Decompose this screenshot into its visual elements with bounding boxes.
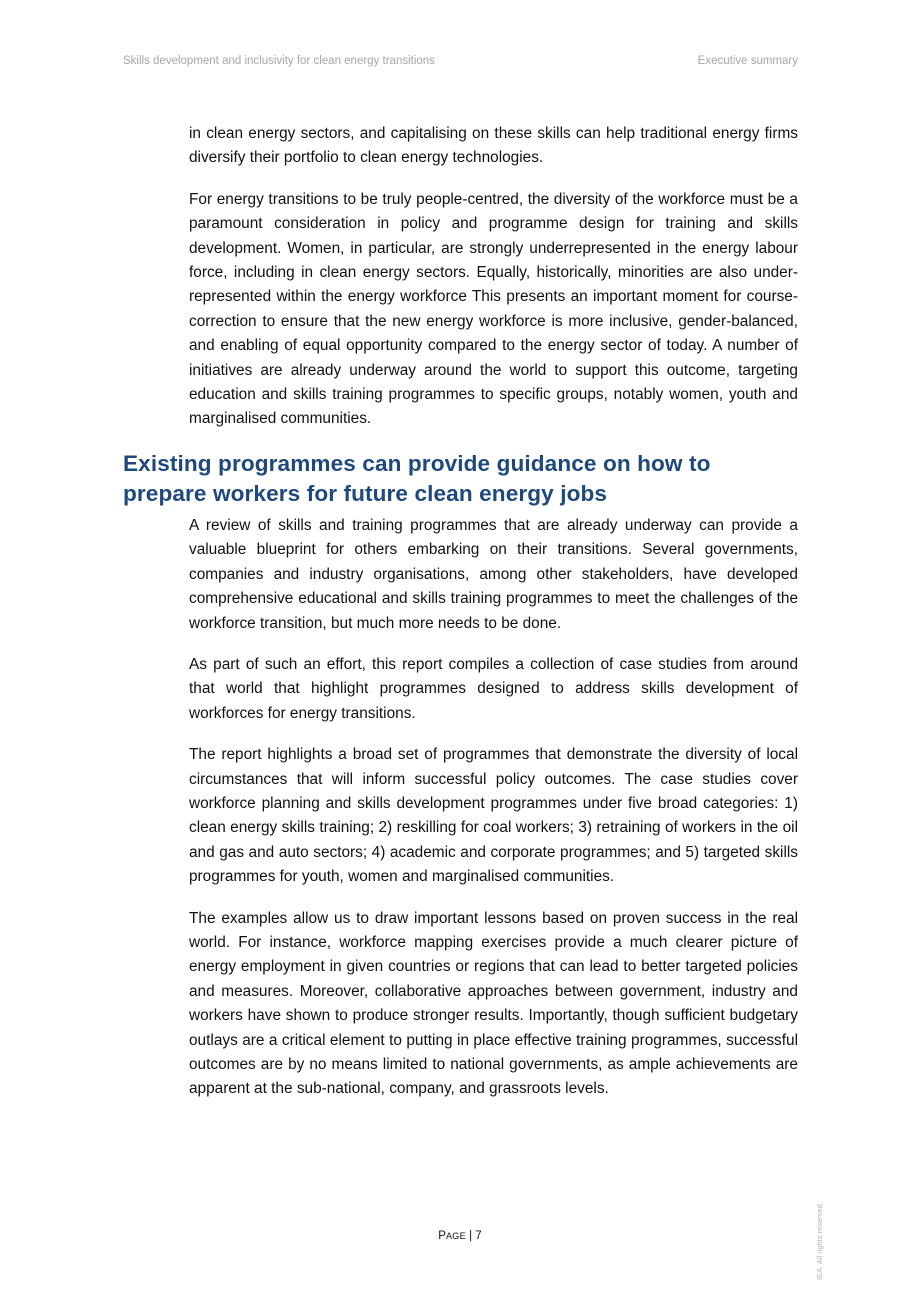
body-paragraph: The report highlights a broad set of programmes that demonstrate the diversity of local circumstances that will inform successful policy outcomes. The case studies cover workforce planning and skills development programmes under five broad categories: 1) clean energy skills training; 2) reskilling for coal workers; 3) retraining of workers in the oil and gas and auto sectors; 4) academic and corporate programmes; and 5) targeted skills programmes for youth, women and marginalised communities. <box>189 746 798 886</box>
page-footer <box>0 1230 920 1242</box>
document-title: Skills development and inclusivity for clean energy transitions <box>123 55 435 67</box>
body-paragraph: in clean energy sectors, and capitalising on these skills can help traditional energy firms diversify their portfolio to clean energy technologies. <box>189 125 798 167</box>
body-paragraph: For energy transitions to be truly people-centred, the diversity of the workforce must be a paramount consideration in policy and programme design for training and skills development. Women, in particular, are strongly underrepresented in the energy labour force, including in clean energy sectors. Equally, historically, minorities are also under-represented within the energy workforce This presents an important moment for course-correction to ensure that the new energy workforce is more inclusive, gender-balanced, and enabling of equal opportunity compared to the energy sector of today. A number of initiatives are already underway around the world to support this outcome, targeting education and skills training programmes to specific groups, notably women, youth and marginalised communities. <box>189 190 798 428</box>
body-paragraph: As part of such an effort, this report compiles a collection of case studies from around that world that highlight programmes designed to address skills development of workforces for energy transitions. <box>189 655 798 722</box>
page-separator: | <box>465 1230 476 1242</box>
body-paragraph: The examples allow us to draw important lessons based on proven success in the real world. For instance, workforce mapping exercises provide a much clearer picture of energy employment in given countries or regions that can lead to better targeted policies and measures. Moreover, collaborative approaches between government, industry and workers have shown to produce stronger results. Importantly, though sufficient budgetary outlays are a critical element to putting in place effective training programmes, successful outcomes are by no means limited to national governments, as ample achievements are apparent at the sub-national, company, and grassroots levels. <box>189 909 798 1098</box>
page-label-initial: P <box>438 1230 446 1242</box>
running-header <box>123 55 798 71</box>
body-paragraph: A review of skills and training programmes that are already underway can provide a valuable blueprint for others embarking on their transitions. Several governments, companies and industry organisations, among other stakeholders, have developed comprehensive educational and skills training programmes to meet the challenges of the workforce transition, but much more needs to be done. <box>189 516 798 632</box>
page-number: 7 <box>475 1230 482 1242</box>
page-content <box>123 122 798 1119</box>
page-label-rest: AGE <box>445 1231 466 1241</box>
section-title: Executive summary <box>697 55 798 67</box>
section-heading: Existing programmes can provide guidance on how to prepare workers for future clean energy jobs <box>123 450 711 506</box>
rights-notice: IEA. All rights reserved. <box>815 1202 824 1280</box>
